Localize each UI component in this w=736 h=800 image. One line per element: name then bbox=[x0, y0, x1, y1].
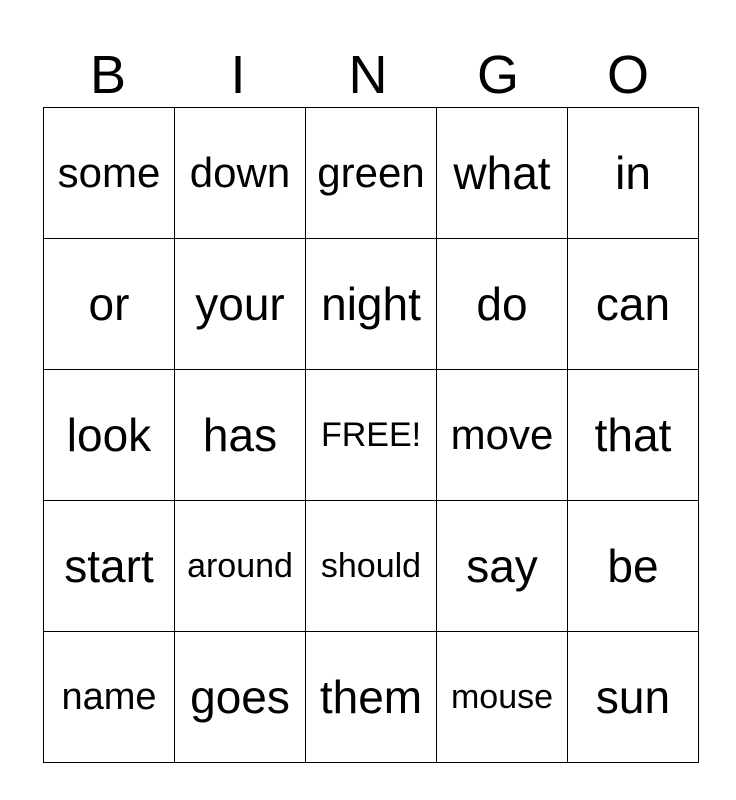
bingo-cell: look bbox=[44, 370, 175, 501]
bingo-cell: has bbox=[175, 370, 306, 501]
bingo-cell: goes bbox=[175, 632, 306, 763]
bingo-cell: that bbox=[568, 370, 699, 501]
header-letter-b: B bbox=[89, 45, 127, 105]
bingo-cell: in bbox=[568, 108, 699, 239]
grid-row bbox=[44, 108, 699, 239]
grid-row bbox=[44, 239, 699, 370]
header-letter-n: N bbox=[348, 45, 388, 105]
free-space-cell: FREE! bbox=[306, 370, 437, 501]
bingo-cell: or bbox=[44, 239, 175, 370]
bingo-cell: say bbox=[437, 501, 568, 632]
grid-row bbox=[44, 501, 699, 632]
bingo-cell: some bbox=[44, 108, 175, 239]
bingo-cell: start bbox=[44, 501, 175, 632]
bingo-cell: green bbox=[306, 108, 437, 239]
bingo-cell: your bbox=[175, 239, 306, 370]
grid-row bbox=[44, 370, 699, 501]
bingo-cell: name bbox=[44, 632, 175, 763]
bingo-cell: should bbox=[306, 501, 437, 632]
header-letter-o: O bbox=[606, 45, 649, 105]
bingo-cell: sun bbox=[568, 632, 699, 763]
bingo-cell: move bbox=[437, 370, 568, 501]
bingo-cell: what bbox=[437, 108, 568, 239]
header-letter-g: G bbox=[476, 45, 519, 105]
header-letter-i: I bbox=[230, 45, 246, 105]
grid-row bbox=[44, 632, 699, 763]
bingo-header bbox=[43, 42, 693, 108]
bingo-cell: around bbox=[175, 501, 306, 632]
bingo-cell: down bbox=[175, 108, 306, 239]
bingo-cell: do bbox=[437, 239, 568, 370]
bingo-grid bbox=[43, 107, 699, 763]
bingo-cell: be bbox=[568, 501, 699, 632]
bingo-cell: them bbox=[306, 632, 437, 763]
bingo-cell: mouse bbox=[437, 632, 568, 763]
bingo-cell: can bbox=[568, 239, 699, 370]
bingo-cell: night bbox=[306, 239, 437, 370]
